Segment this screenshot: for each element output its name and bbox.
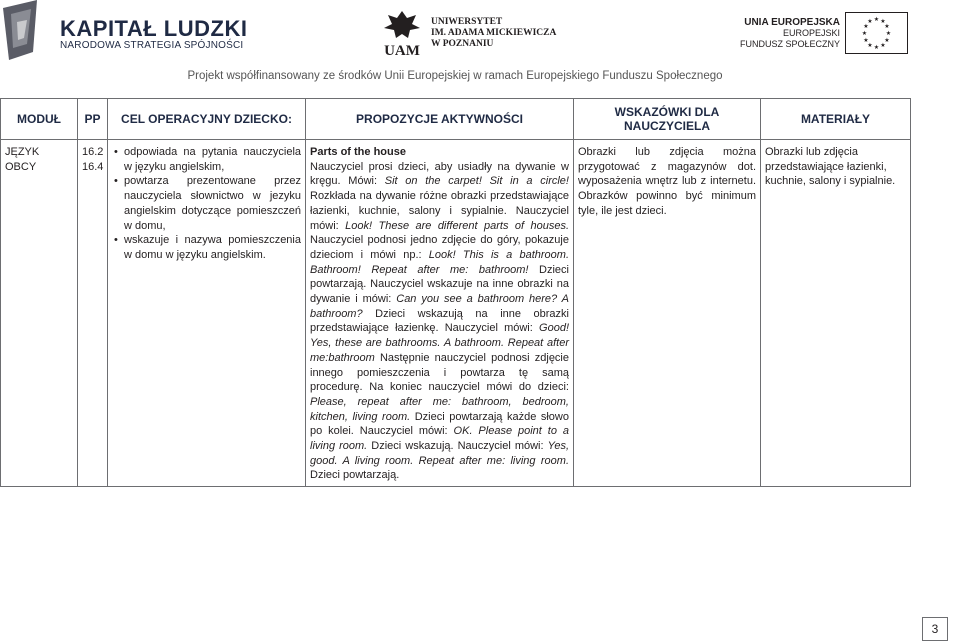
table-row [1, 140, 911, 487]
english-phrase: Good! Yes, these are bathrooms. A bathroom. Repeat after me:bathroom [310, 322, 569, 364]
svg-text:★: ★ [885, 30, 892, 37]
uam-line-2: IM. ADAMA MICKIEWICZA [431, 28, 557, 38]
header-goal: CEL OPERACYJNY DZIECKO: [108, 99, 306, 140]
uam-line-1: UNIWERSYTET [431, 17, 503, 27]
pp-code: 16.4 [82, 160, 104, 173]
activity-text-segment: Dzieci wskazują na inne obrazki przedstawiające łazienkę. Nauczyciel mówi: [310, 307, 569, 335]
header-pp: PP [78, 99, 108, 140]
header-materials: MATERIAŁY [761, 99, 911, 140]
eu-label [740, 17, 840, 50]
english-phrase: Please, repeat after me: bathroom, bedroom, kitchen, living room. [310, 395, 569, 423]
english-phrase: Look! These are different parts of houses. [345, 219, 569, 232]
english-phrase: Look! This is a bathroom. Bathroom! Repeat after me: bathroom! [310, 248, 569, 276]
english-phrase: Yes, good. A living room. Repeat after me: living room. [310, 440, 569, 467]
english-phrase: Sit on the carpet! Sit in a circle! [384, 175, 569, 188]
table-header-row [1, 99, 911, 140]
uam-line-3: W POZNANIU [431, 39, 494, 49]
svg-text:★: ★ [867, 42, 873, 49]
eu-flag-icon [845, 12, 908, 54]
uam-mark: UAM [384, 43, 420, 58]
activity-text-segment: Dzieci powtarzają. [310, 469, 400, 482]
document-header [0, 0, 960, 95]
uam-name [431, 17, 556, 50]
svg-text:★: ★ [861, 30, 868, 37]
kapital-ludzki-subtitle: NARODOWA STRATEGIA SPÓJNOŚCI [60, 40, 244, 51]
svg-text:★: ★ [873, 44, 880, 51]
module-cell: JĘZYK OBCY [1, 140, 78, 487]
pp-cell [78, 140, 108, 487]
svg-text:★: ★ [873, 16, 880, 23]
materials-cell: Obrazki lub zdjęcia przedstawiające łazienki, kuchnie, salony i sypialnie. [761, 140, 911, 487]
english-phrase: OK. Please point to a living room. [310, 425, 569, 453]
svg-text:★: ★ [880, 18, 886, 25]
header-activities: PROPOZYCJE AKTYWNOŚCI [306, 99, 574, 140]
goal-list [112, 145, 301, 263]
svg-text:★: ★ [880, 42, 886, 49]
activity-text-segment: Następnie nauczyciel podnosi zdjęcie innego pomieszczenia i powtarza tę samą procedurę. Na koniec nauczyciel mówi do dzieci: [310, 351, 569, 394]
pp-code: 16.2 [82, 146, 104, 158]
project-cofinancing-note: Projekt współfinansowany ze środków Unii Europejskiej w ramach Europejskiego Funduszu Społecznego [187, 70, 723, 82]
svg-text:★: ★ [867, 18, 873, 25]
goal-cell [108, 140, 306, 487]
eu-line-2: EUROPEJSKI [782, 28, 840, 38]
activity-text-segment: Dzieci powtarzają. Nauczyciel wskazuje na inne obrazki na dywanie i mówi: [310, 263, 569, 306]
kapital-ludzki-title: KAPITAŁ LUDZKI [60, 16, 248, 41]
eu-line-3: FUNDUSZ SPOŁECZNY [739, 39, 840, 49]
goal-item: • odpowiada na pytania nauczyciela w języku angielskim, [124, 145, 301, 174]
eu-line-1: UNIA EUROPEJSKA [744, 17, 840, 28]
activity-text-segment: Nauczyciel podnosi jedno zdjęcie do góry, pokazuje dzieciom i mówi np.: [310, 234, 569, 261]
goal-item: • wskazuje i nazywa pomieszczenia w domu w języku angielskim. [124, 233, 301, 262]
svg-text:★: ★ [884, 23, 890, 30]
activity-title: Parts of the house [310, 146, 406, 158]
header-module: MODUŁ [1, 99, 78, 140]
activities-cell [306, 140, 574, 487]
svg-text:★: ★ [884, 37, 890, 44]
hints-cell: Obrazki lub zdjęcia można przygotować z magazynów dot. wyposażenia wnętrz lub z internetu. Obrazków powinno być minimum tyle, ile jest dzieci. [574, 140, 761, 487]
activity-text-segment: Dzieci powtarzają każde słowo po kolei. Nauczyciel mówi: [310, 410, 569, 438]
uam-eagle-crest [380, 8, 424, 58]
lesson-table [0, 98, 911, 487]
goal-item: • powtarza prezentowane przez nauczyciela słownictwo w jezyku angielskim dotyczące pomieszczeń w domu, [124, 174, 301, 233]
activity-text-segment: Dzieci wskazują. Nauczyciel mówi: [367, 440, 548, 453]
header-hints: WSKAZÓWKI DLA NAUCZYCIELA [574, 99, 761, 140]
kapital-ludzki-logo [3, 0, 43, 60]
svg-text:★: ★ [863, 37, 869, 44]
english-phrase: Can you see a bathroom here? A bathroom? [310, 293, 569, 320]
activity-text-segment: Rozkłada na dywanie różne obrazki przedstawiające łazienki, kuchnie, salony i sypialnie. Nauczyciel mówi: [310, 190, 569, 232]
page-number: 3 [922, 617, 948, 641]
activity-description [310, 160, 569, 483]
svg-text:★: ★ [863, 23, 869, 30]
activity-text-segment: Nauczyciel prosi dzieci, aby usiadły na dywanie w kręgu. Mówi: [310, 160, 569, 188]
